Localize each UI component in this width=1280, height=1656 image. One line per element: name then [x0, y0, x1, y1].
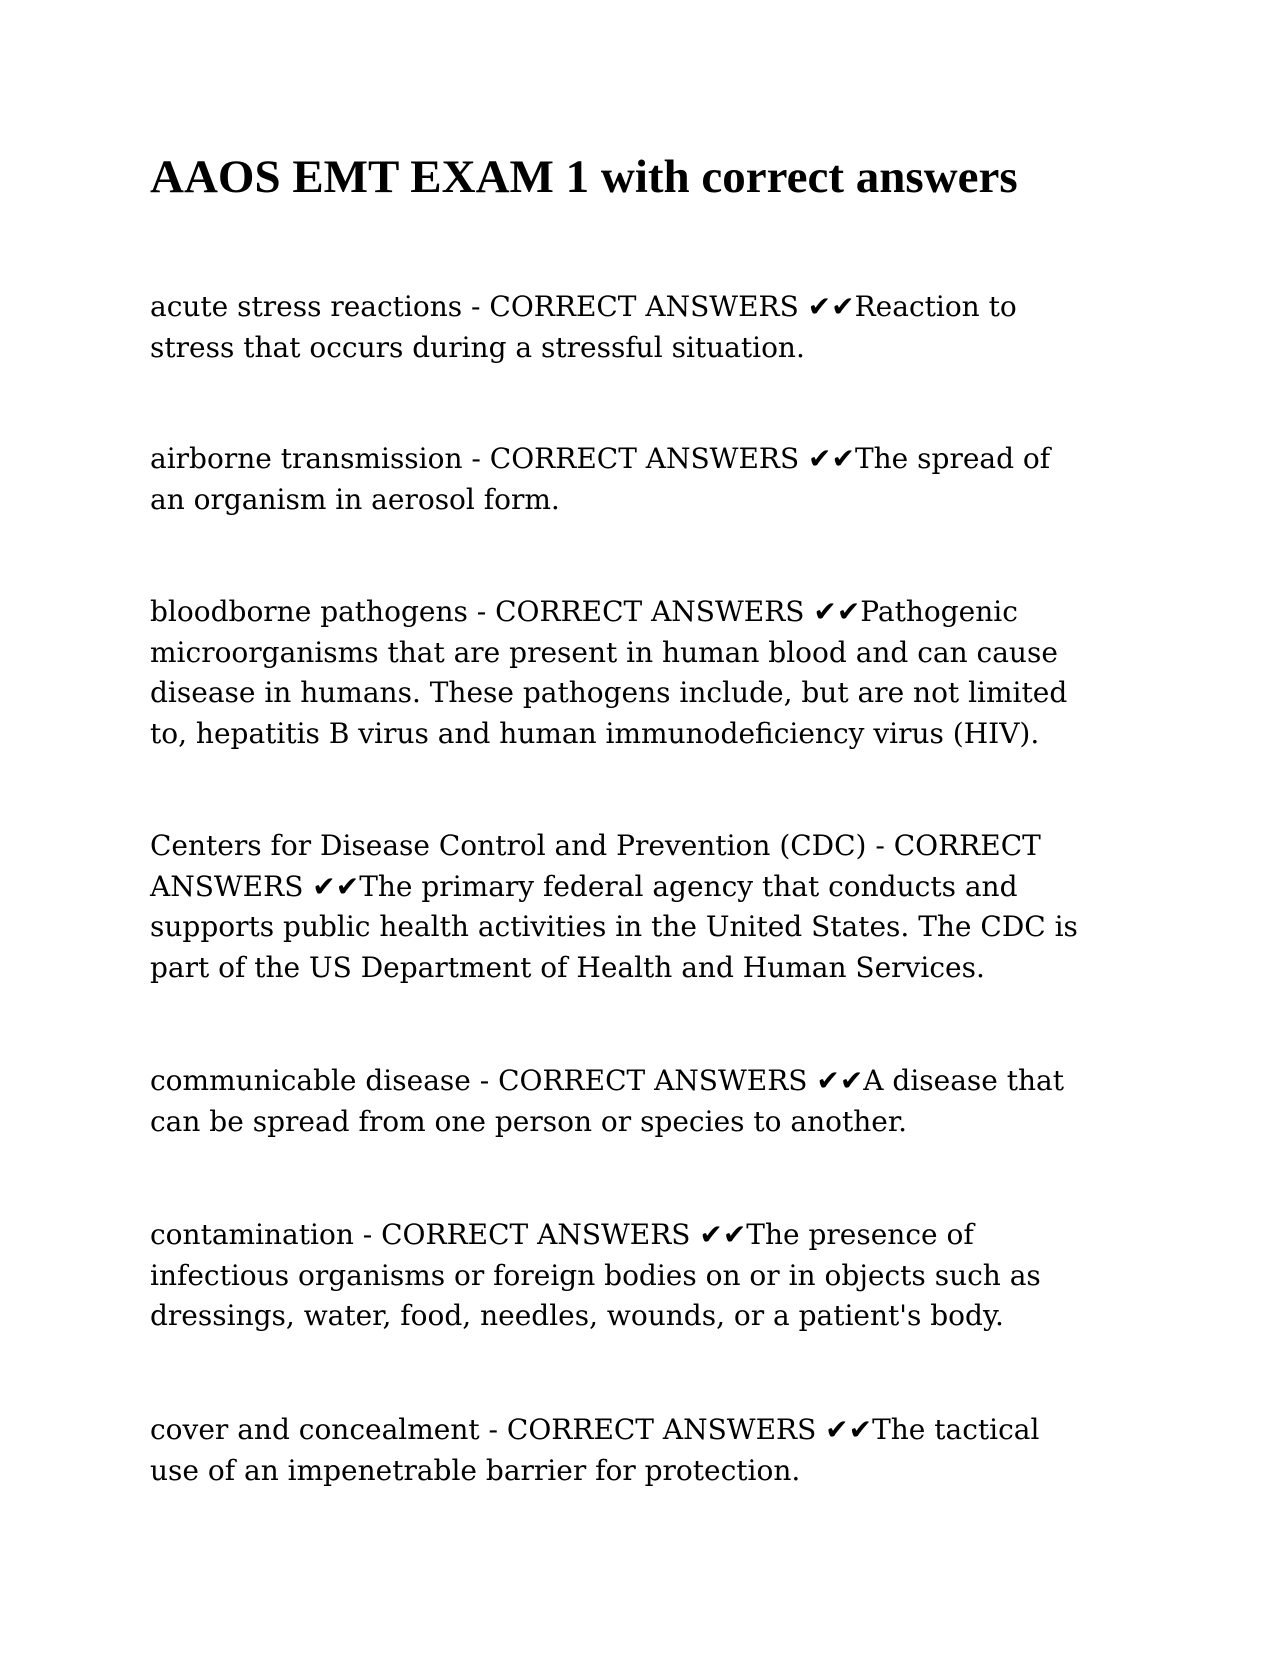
entry-line: microorganisms that are present in human blood and can cause [150, 635, 1058, 669]
entry-communicable-disease [150, 1061, 1140, 1142]
entry-acute-stress-reactions [150, 287, 1140, 368]
entry-airborne-transmission [150, 439, 1140, 520]
entry-cdc [150, 826, 1140, 988]
entry-line: can be spread from one person or species to another. [150, 1104, 908, 1138]
entry-line: contamination - CORRECT ANSWERS ✔✔The presence of [150, 1218, 974, 1251]
entry-line: part of the US Department of Health and Human Services. [150, 950, 985, 984]
entry-line: disease in humans. These pathogens include, but are not limited [150, 676, 1068, 709]
entry-line: dressings, water, food, needles, wounds, or a patient's body. [150, 1299, 1004, 1332]
entry-line: supports public health activities in the United States. The CDC is [150, 910, 1078, 943]
entry-line: an organism in aerosol form. [150, 482, 560, 516]
entry-bloodborne-pathogens [150, 592, 1140, 754]
entry-line: infectious organisms or foreign bodies on or in objects such as [150, 1258, 1041, 1292]
entry-cover-and-concealment [150, 1410, 1140, 1491]
entry-line: cover and concealment - CORRECT ANSWERS ✔✔The tactical [150, 1413, 1040, 1446]
document-title: AAOS EMT EXAM 1 with correct answers [150, 151, 1018, 203]
entry-line: Centers for Disease Control and Prevention (CDC) - CORRECT [150, 829, 1041, 862]
entry-line: ANSWERS ✔✔The primary federal agency that conducts and [150, 869, 1018, 903]
entry-line: acute stress reactions - CORRECT ANSWERS ✔✔Reaction to [150, 290, 1017, 323]
entry-line: stress that occurs during a stressful situation. [150, 330, 805, 364]
entry-line: to, hepatitis B virus and human immunodeficiency virus (HIV). [150, 716, 1040, 750]
entry-contamination [150, 1215, 1140, 1337]
entry-line: bloodborne pathogens - CORRECT ANSWERS ✔✔Pathogenic [150, 595, 1018, 628]
entry-line: airborne transmission - CORRECT ANSWERS ✔✔The spread of [150, 442, 1051, 475]
entry-line: use of an impenetrable barrier for protection. [150, 1453, 801, 1487]
entry-line: communicable disease - CORRECT ANSWERS ✔✔A disease that [150, 1064, 1064, 1097]
